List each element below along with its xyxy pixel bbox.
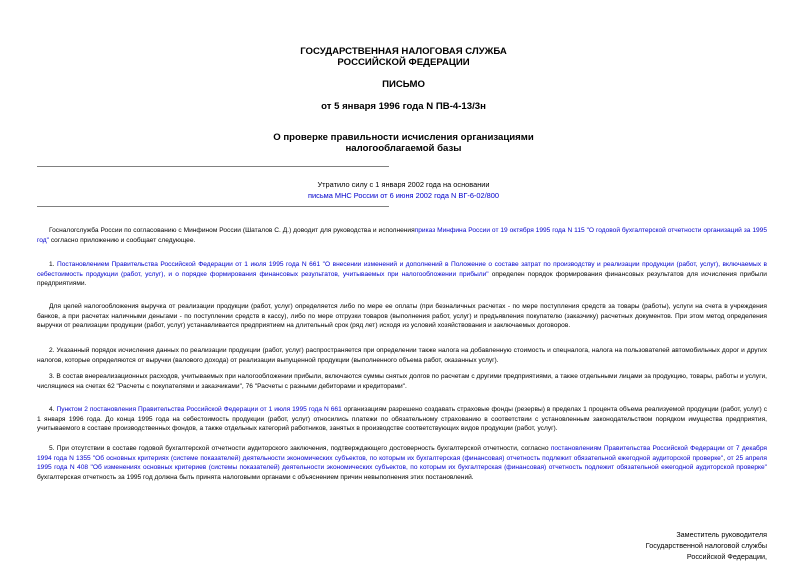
- paragraph-4-number: 4.: [49, 406, 57, 413]
- validity-link-line: [0, 191, 807, 201]
- signature-line1: Заместитель руководителя: [676, 530, 767, 539]
- paragraph-5-resolution-408-link[interactable]: от 25 апреля 1995 года N 408 "Об изменениях основных критериев (системы показателей) деятельности экономических субъектов, по которым их бухгалтерская (финансовая) отчетность подлежит обязательной ежегодной аудиторской проверке": [37, 454, 768, 472]
- paragraph-5-resolution-1355-link[interactable]: постановлениям Правительства Российской Федерации от 7 декабря 1994 года N 1355 "Об основных критериях (системе показателей) деятельности экономических субъектов, по которым их бухгалтерская (финансовая) отчетность подлежит обязательной ежегодной аудиторской проверке": [37, 445, 767, 462]
- paragraph-1-text: определен порядок формирования финансовых результатов для исчисления прибыли предприятиями.: [37, 270, 767, 288]
- paragraph-4: [37, 405, 767, 434]
- paragraph-4-resolution-link[interactable]: Пунктом 2 постановления Правительства Российской Федерации от 1 июля 1995 года N 661: [56, 406, 342, 413]
- document-subject-line1: О проверке правильности исчисления организациями: [273, 132, 534, 143]
- paragraph-5-text-end: бухгалтерская отчетность за 1995 год должна быть принята налоговыми органами с объяснением причин невыполнения этих постановлений.: [37, 473, 474, 481]
- paragraph-5: [37, 444, 767, 482]
- signature-line3: Российской Федерации,: [686, 552, 767, 561]
- paragraph-4-text: организациям разрешено создавать страховые фонды (резервы) в пределах 1 процента объема реализуемой продукции (работ, услуг) с 1 января 1996 года. До конца 1995 года на себестоимость продукции (работ, услуг) относились платежи по обязательному страхованию в соответствии с установленным законодательством порядком имущества предприятия, учитываемого в составе производственных фондов, а также отдельных категорий работников, занятых в производстве соответствующих видов продукции (работ, услуг).: [37, 406, 767, 433]
- intro-text: Госналогслужба России по согласованию с Минфином России (Шаталов С. Д.) доводит для руководства и исполнения: [49, 227, 415, 234]
- divider-bottom: [37, 206, 389, 207]
- paragraph-1: [37, 260, 767, 289]
- intro-text-end: согласно приложению и сообщает следующее.: [48, 236, 196, 244]
- agency-name-line1: ГОСУДАРСТВЕННАЯ НАЛОГОВАЯ СЛУЖБА: [300, 46, 507, 57]
- paragraph-1-resolution-link[interactable]: Постановлением Правительства Российской Федерации от 1 июля 1995 года N 661 "О внесении изменений и дополнений в Положение о составе затрат по производству и реализации продукции (работ, услуг), включаемых в себестоимость продукции (работ, услуг), и о порядке формирования финансовых результатов, учитываемых при налогообложении прибыли": [37, 261, 767, 278]
- agency-name-line2: РОССИЙСКОЙ ФЕДЕРАЦИИ: [337, 57, 470, 68]
- paragraph-5-separator: ,: [723, 454, 728, 462]
- document-date-number: от 5 января 1996 года N ПВ-4-13/3н: [321, 101, 486, 112]
- intro-paragraph: [37, 226, 767, 245]
- paragraph-3: 3. В состав внереализационных расходов, учитываемых при налогообложении прибыли, включаются суммы снятых долгов по расчетам с другими предприятиями, а также отдельными лицами за продукцию, товары, работы и услуги, числящиеся на счетах 62 "Расчеты с покупателями и заказчиками", 76 "Расчеты с разными дебиторами и кредиторами".: [37, 373, 767, 390]
- paragraph-2: 2. Указанный порядок исчисления данных по реализации продукции (работ, услуг) распространяется при определении также налога на добавленную стоимость и спецналога, налога на пользователей автомобильных дорог и других налогов, которые определяются от выручки (валового дохода) от реализации выпущенной продукции (выполненного объема работ, оказанных услуг).: [37, 347, 767, 364]
- validity-note: Утратило силу с 1 января 2002 года на основании: [317, 180, 490, 189]
- signature-line2: Государственной налоговой службы: [645, 541, 767, 550]
- validity-link[interactable]: письма МНС России от 6 июня 2002 года N ВГ-6-02/800: [308, 191, 499, 200]
- divider-top: [37, 166, 389, 167]
- paragraph-revenue: Для целей налогообложения выручка от реализации продукции (работ, услуг) определяется либо по мере ее оплаты (при безналичных расчетах - по мере поступления средств за товары (работы), услуги на счета в учреждения банков, а при расчетах наличными деньгами - по поступлении средств в кассу), либо по мере отгрузки товаров (выполнения работ, услуг) и предъявления покупателю (заказчику) расчетных документов. При этом метод определения выручки от реализации продукции (работ, услуг) устанавливается предприятием на длительный срок (ряд лет) исходя из условий хозяйствования и заключаемых договоров.: [37, 303, 767, 330]
- intro-order-link[interactable]: приказ Минфина России от 19 октября 1995 года N 115 "О годовой бухгалтерской отчетности организаций за 1995 год": [37, 227, 767, 244]
- document-type: ПИСЬМО: [382, 79, 425, 90]
- paragraph-1-number: 1.: [49, 261, 58, 268]
- paragraph-5-text-start: 5. При отсутствии в составе годовой бухгалтерской отчетности аудиторского заключения, подтверждающего достоверность бухгалтерской отчетности, согласно: [49, 445, 551, 452]
- document-subject-line2: налогооблагаемой базы: [345, 143, 462, 154]
